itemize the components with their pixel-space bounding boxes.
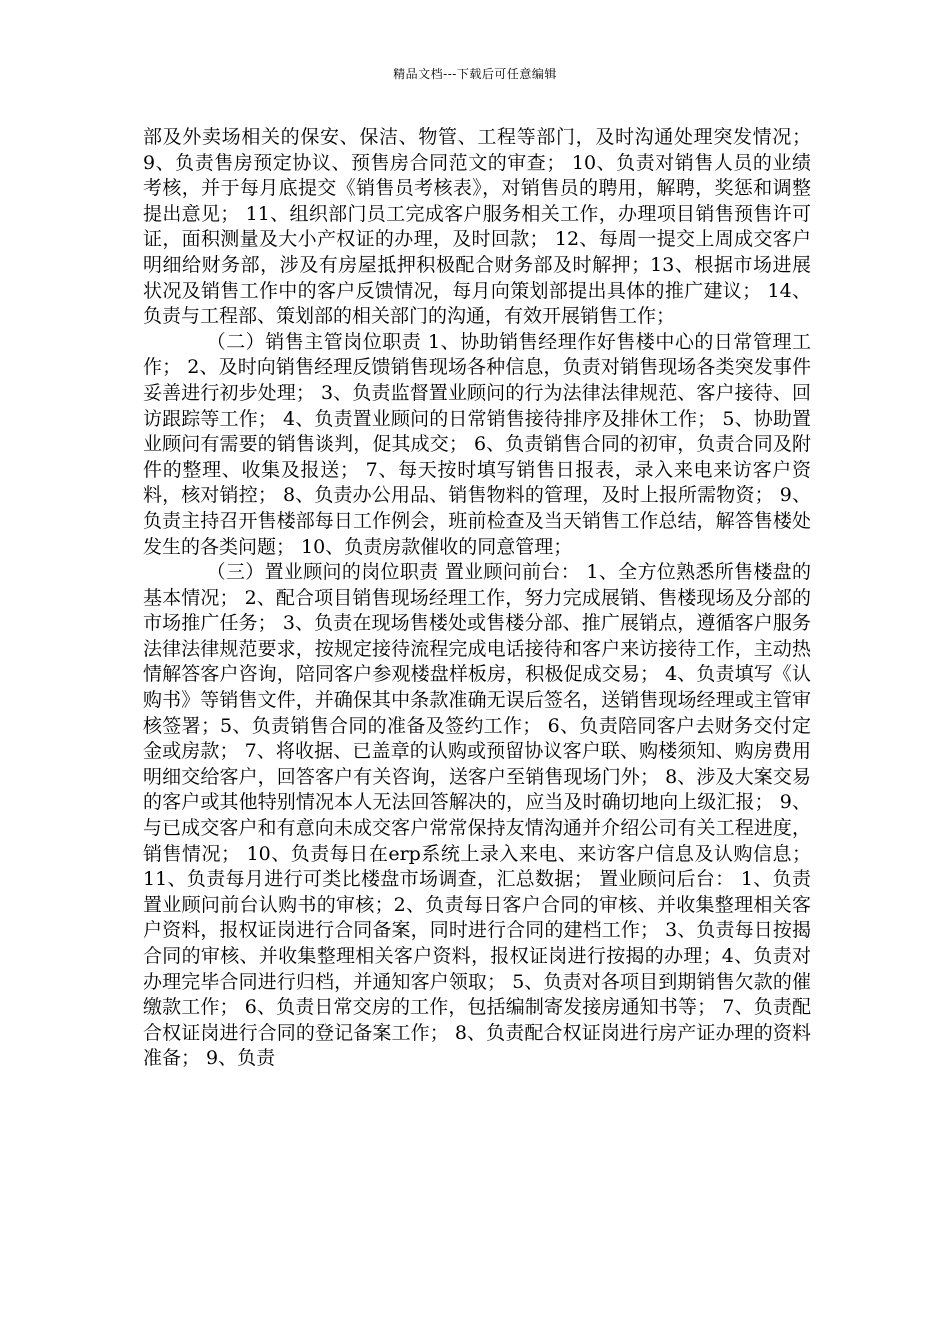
paragraph-sales-supervisor-duties: （二）销售主管岗位职责 1、协助销售经理作好售楼中心的日常管理工作； 2、及时向销售经理反馈销售现场各种信息，负责对销售现场各类突发事件妥善进行初步处理； 3、负责监督置业顾问的行为法律法律规范、客户接待、回访跟踪等工作； 4、负责置业顾问的日常销售接待排序及排休工作； 5、协助置业顾问有需要的销售谈判，促其成交； 6、负责销售合同的初审，负责合同及附件的整理、收集及报送； 7、每天按时填写销售日报表，录入来电来访客户资料，核对销控； 8、负责办公用品、销售物料的管理，及时上报所需物资； 9、负责主持召开售楼部每日工作例会，班前检查及当天销售工作总结，解答售楼处发生的各类问题； 10、负责房款催收的同意管理； (143, 330, 811, 558)
page-header: 精品文档---下载后可任意编辑 (393, 67, 557, 81)
paragraph-property-consultant-duties: （三）置业顾问的岗位职责 置业顾问前台： 1、全方位熟悉所售楼盘的基本情况； 2、配合项目销售现场经理工作，努力完成展销、售楼现场及分部的市场推广任务； 3、负责在现场售楼处或售楼分部、推广展销点，遵循客户服务法律法律规范要求，按规定接待流程完成电话接待和客户来访接待工作，主动热情解答客户咨询，陪同客户参观楼盘样板房，积极促成交易； 4、负责填写《认购书》等销售文件，并确保其中条款准确无误后签名，送销售现场经理或主管审核签署；5、负责销售合同的准备及签约工作； 6、负责陪同客户去财务交付定金或房款； 7、将收据、已盖章的认购或预留协议客户联、购楼须知、购房费用明细交给客户，回答客户有关咨询，送客户至销售现场门外； 8、涉及大案交易的客户或其他特别情况本人无法回答解决的，应当及时确切地向上级汇报； 9、与已成交客户和有意向未成交客户常常保持友情沟通并介绍公司有关工程进度，销售情况； 10、负责每日在erp系统上录入来电、来访客户信息及认购信息； 11、负责每月进行可类比楼盘市场调查，汇总数据； 置业顾问后台： 1、负责置业顾问前台认购书的审核；2、负责每日客户合同的审核、并收集整理相关客户资料，报权证岗进行合同备案，同时进行合同的建档工作； 3、负责每日按揭合同的审核、并收集整理相关客户资料，报权证岗进行按揭的办理；4、负责对办理完毕合同进行归档，并通知客户领取； 5、负责对各项目到期销售欠款的催缴款工作； 6、负责日常交房的工作，包括编制寄发接房通知书等； 7、负责配合权证岗进行合同的登记备案工作； 8、负责配合权证岗进行房产证办理的资料准备； 9、负责 (143, 561, 811, 1070)
paragraph-sales-manager-duties-cont: 部及外卖场相关的保安、保洁、物管、工程等部门，及时沟通处理突发情况； 9、负责售房预定协议、预售房合同范文的审查； 10、负责对销售人员的业绩考核，并于每月底提交《销售员考核表》，对销售员的聘用，解聘，奖惩和调整提出意见； 11、组织部门员工完成客户服务相关工作，办理项目销售预售许可证，面积测量及大小产权证的办理，及时回款； 12、每周一提交上周成交客户明细给财务部，涉及有房屋抵押积极配合财务部及时解押；13、根据市场进展状况及销售工作中的客户反馈情况，每月向策划部提出具体的推广建议； 14、负责与工程部、策划部的相关部门的沟通，有效开展销售工作； (143, 126, 811, 328)
document-body (143, 125, 811, 1072)
